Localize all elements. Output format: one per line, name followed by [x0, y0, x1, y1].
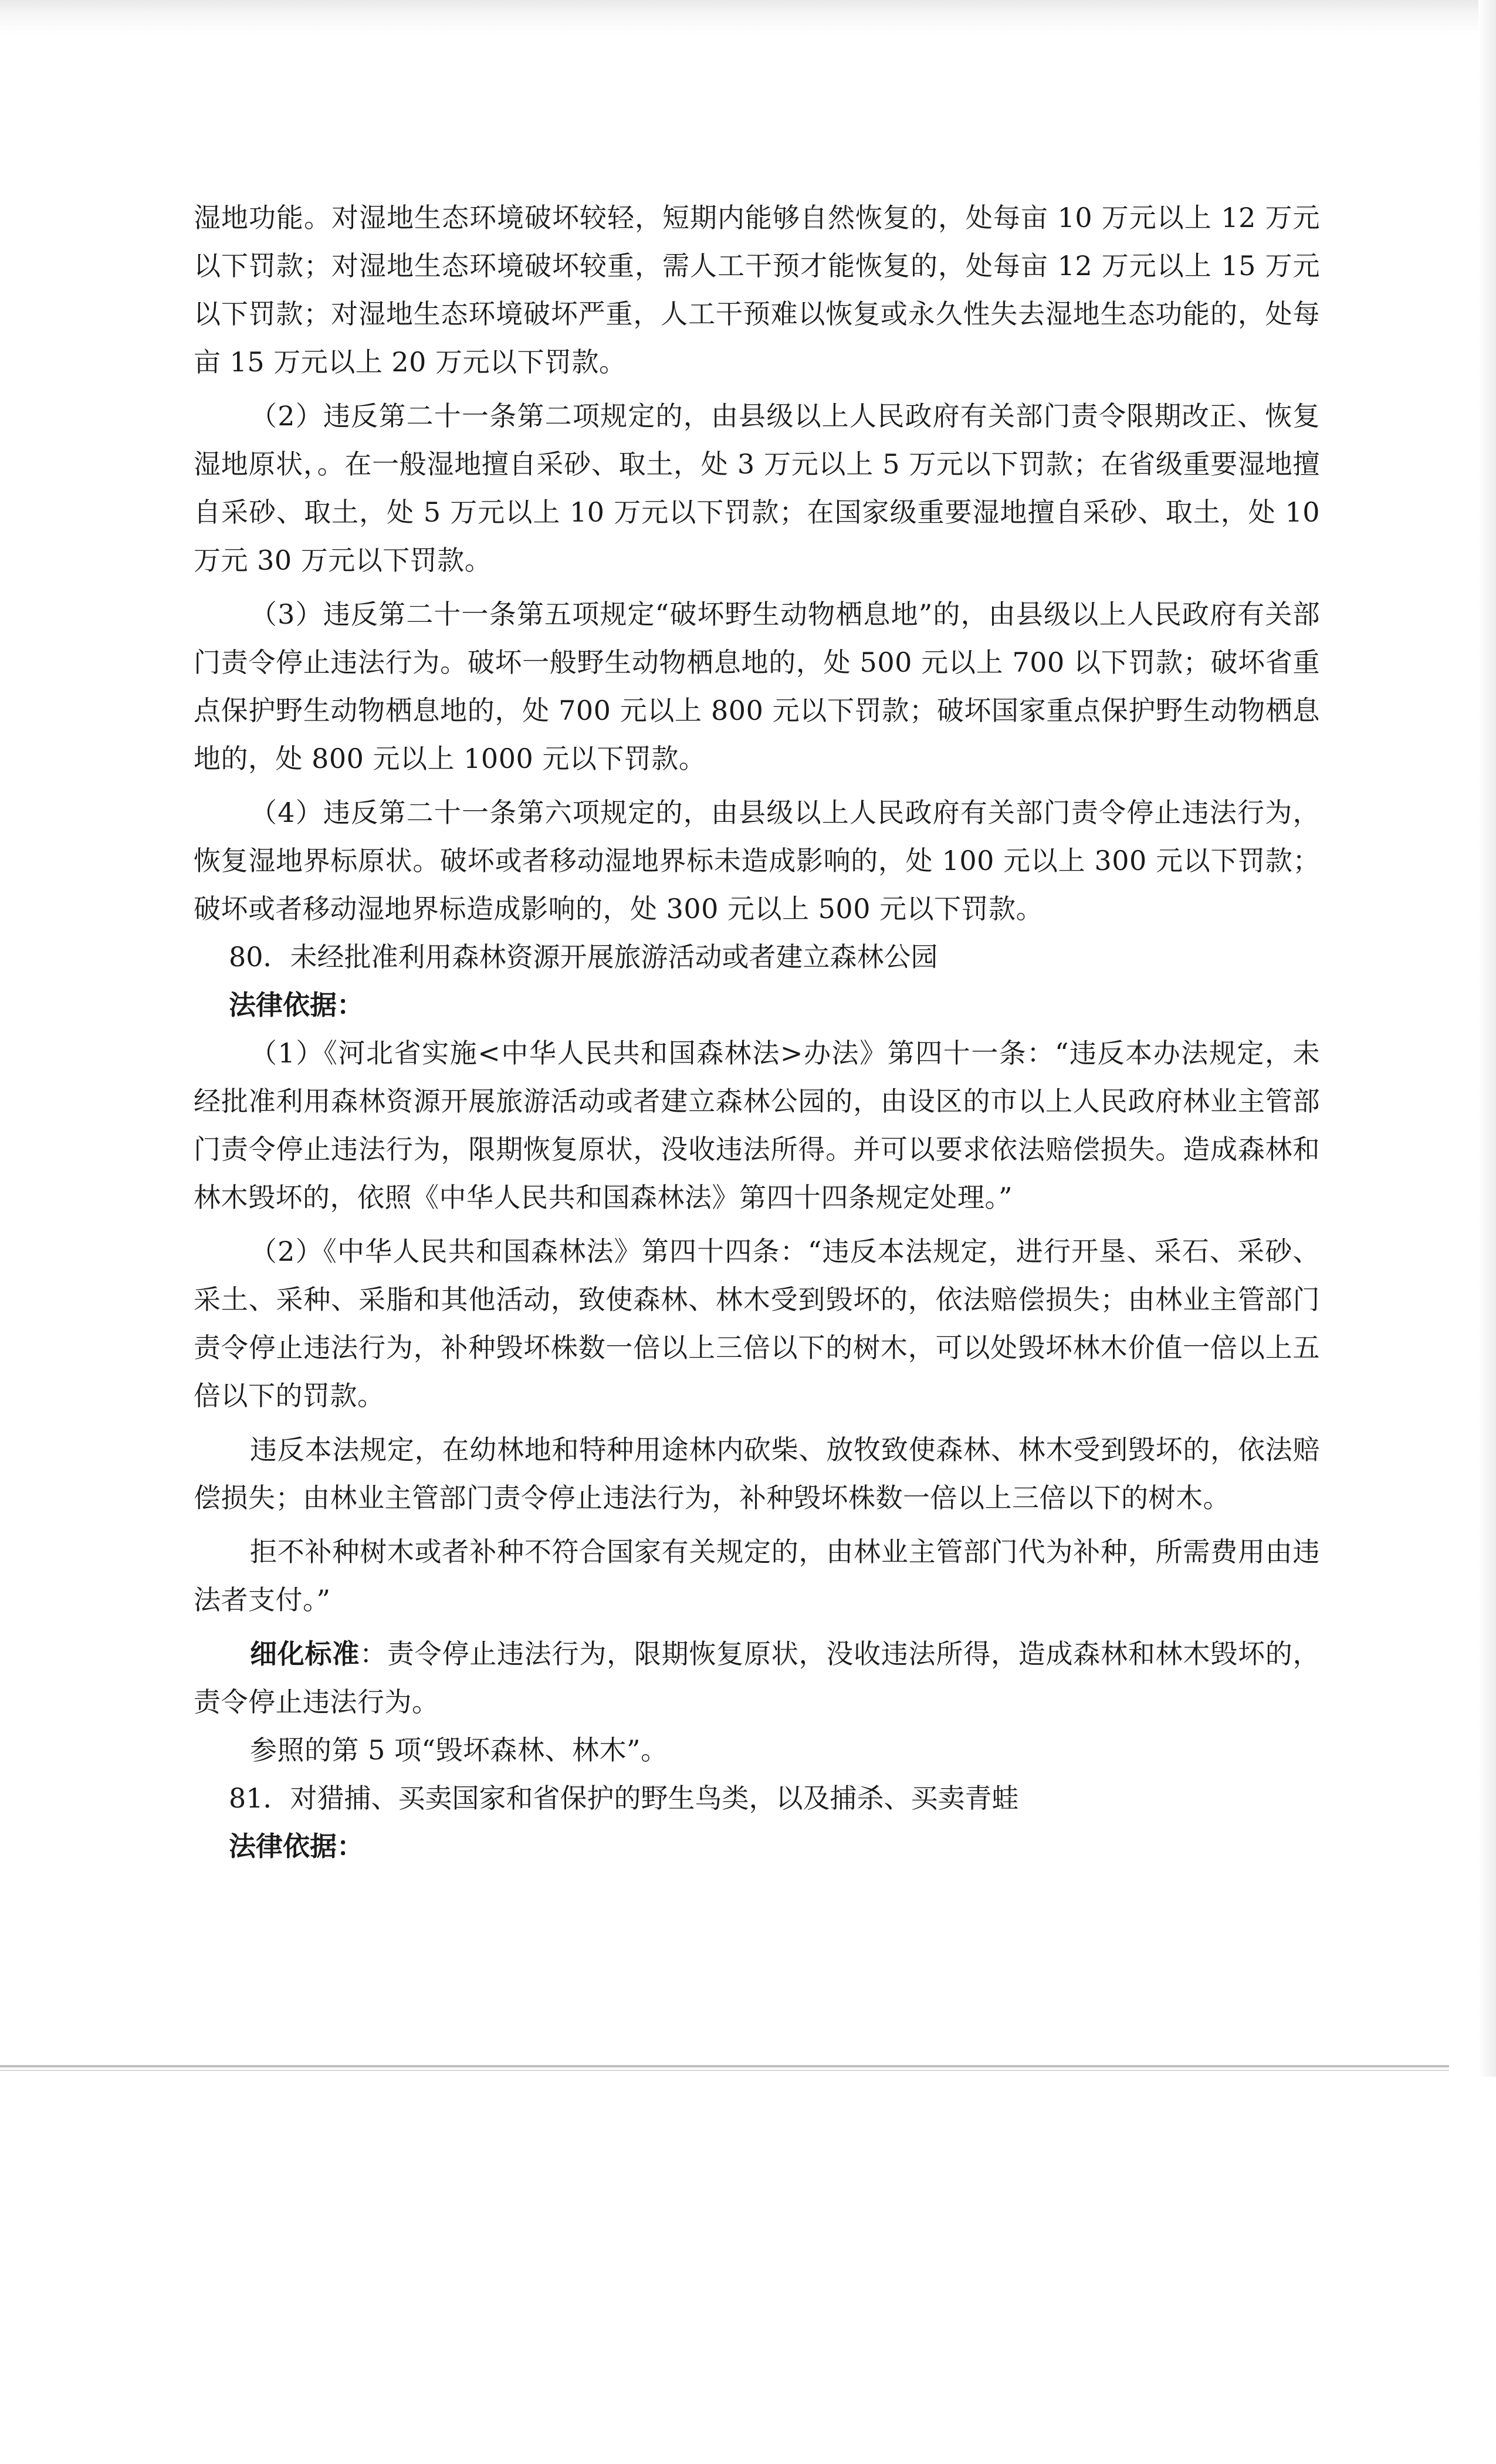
section-heading-81: 81．对猎捕、买卖国家和省保护的野生鸟类，以及捕杀、买卖青蛙: [229, 1782, 1019, 1814]
section-heading-80: 80．未经批准利用森林资源开展旅游活动或者建立森林公园: [229, 941, 938, 973]
paragraph-detail-standard: [194, 1630, 1320, 1726]
scan-edge-right: [1478, 0, 1496, 2077]
paragraph-legal-basis-2: （2）《中华人民共和国森林法》第四十四条：“违反本法规定，进行开垦、采石、采砂、采土、采种、采脂和其他活动，致使森林、林木受到毁坏的，依法赔偿损失；由林业主管部门责令停止违法行为，补种毁坏株数一倍以上三倍以下的树木，可以处毁坏林木价值一倍以上五倍以下的罚款。: [194, 1236, 1320, 1412]
legal-basis-label-81: 法律依据：: [229, 1830, 364, 1862]
scan-edge-top: [0, 0, 1496, 35]
document-body: [194, 194, 1320, 1870]
page-bottom-edge: [0, 2065, 1449, 2067]
paragraph-reference: 参照的第 5 项“毁坏森林、林木”。: [250, 1734, 668, 1766]
detail-standard-text: ：责令停止违法行为，限期恢复原状，没收违法所得，造成森林和林木毁坏的，责令停止违法行为。: [194, 1638, 1321, 1718]
paragraph-item-4: （4）违反第二十一条第六项规定的，由县级以上人民政府有关部门责令停止违法行为，恢复湿地界标原状。破坏或者移动湿地界标未造成影响的，处 100 元以上 300 元以下罚款；破坏或者移动湿地界标造成影响的，处 300 元以上 500 元以下罚款。: [194, 797, 1320, 925]
paragraph-item-3: （3）违反第二十一条第五项规定“破坏野生动物栖息地”的，由县级以上人民政府有关部门责令停止违法行为。破坏一般野生动物栖息地的，处 500 元以上 700 以下罚款；破坏省重点保护野生动物栖息地的，处 700 元以上 800 元以下罚款；破坏国家重点保护野生动物栖息地的，处 800 元以上 1000 元以下罚款。: [194, 598, 1320, 774]
detail-standard-label: 细化标准: [250, 1638, 360, 1670]
paragraph-young-forest: 违反本法规定，在幼林地和特种用途林内砍柴、放牧致使森林、林木受到毁坏的，依法赔偿损失；由林业主管部门责令停止违法行为，补种毁坏株数一倍以上三倍以下的树木。: [194, 1434, 1320, 1514]
legal-basis-label-80: 法律依据：: [229, 989, 364, 1021]
paragraph-wetland-penalty: 湿地功能。对湿地生态环境破坏较轻，短期内能够自然恢复的，处每亩 10 万元以上 12 万元以下罚款；对湿地生态环境破坏较重，需人工干预才能恢复的，处每亩 12 万元以上 15 万元以下罚款；对湿地生态环境破坏严重，人工干预难以恢复或永久性失去湿地生态功能的，处每亩 15 万元以上 20 万元以下罚款。: [194, 202, 1320, 378]
page-bottom-edge-shadow: [0, 2070, 1449, 2071]
paragraph-item-2: （2）违反第二十一条第二项规定的，由县级以上人民政府有关部门责令限期改正、恢复湿地原状，。在一般湿地擅自采砂、取土，处 3 万元以上 5 万元以下罚款；在省级重要湿地擅自采砂、取土，处 5 万元以上 10 万元以下罚款；在国家级重要湿地擅自采砂、取土，处 10 万元 30 万元以下罚款。: [194, 400, 1320, 576]
paragraph-legal-basis-1: （1）《河北省实施<中华人民共和国森林法>办法》第四十一条：“违反本办法规定，未经批准利用森林资源开展旅游活动或者建立森林公园的，由设区的市以上人民政府林业主管部门责令停止违法行为，限期恢复原状，没收违法所得。并可以要求依法赔偿损失。造成森林和林木毁坏的，依照《中华人民共和国森林法》第四十四条规定处理。”: [194, 1037, 1320, 1213]
paragraph-replanting: 拒不补种树木或者补种不符合国家有关规定的，由林业主管部门代为补种，所需费用由违法者支付。”: [194, 1536, 1320, 1616]
